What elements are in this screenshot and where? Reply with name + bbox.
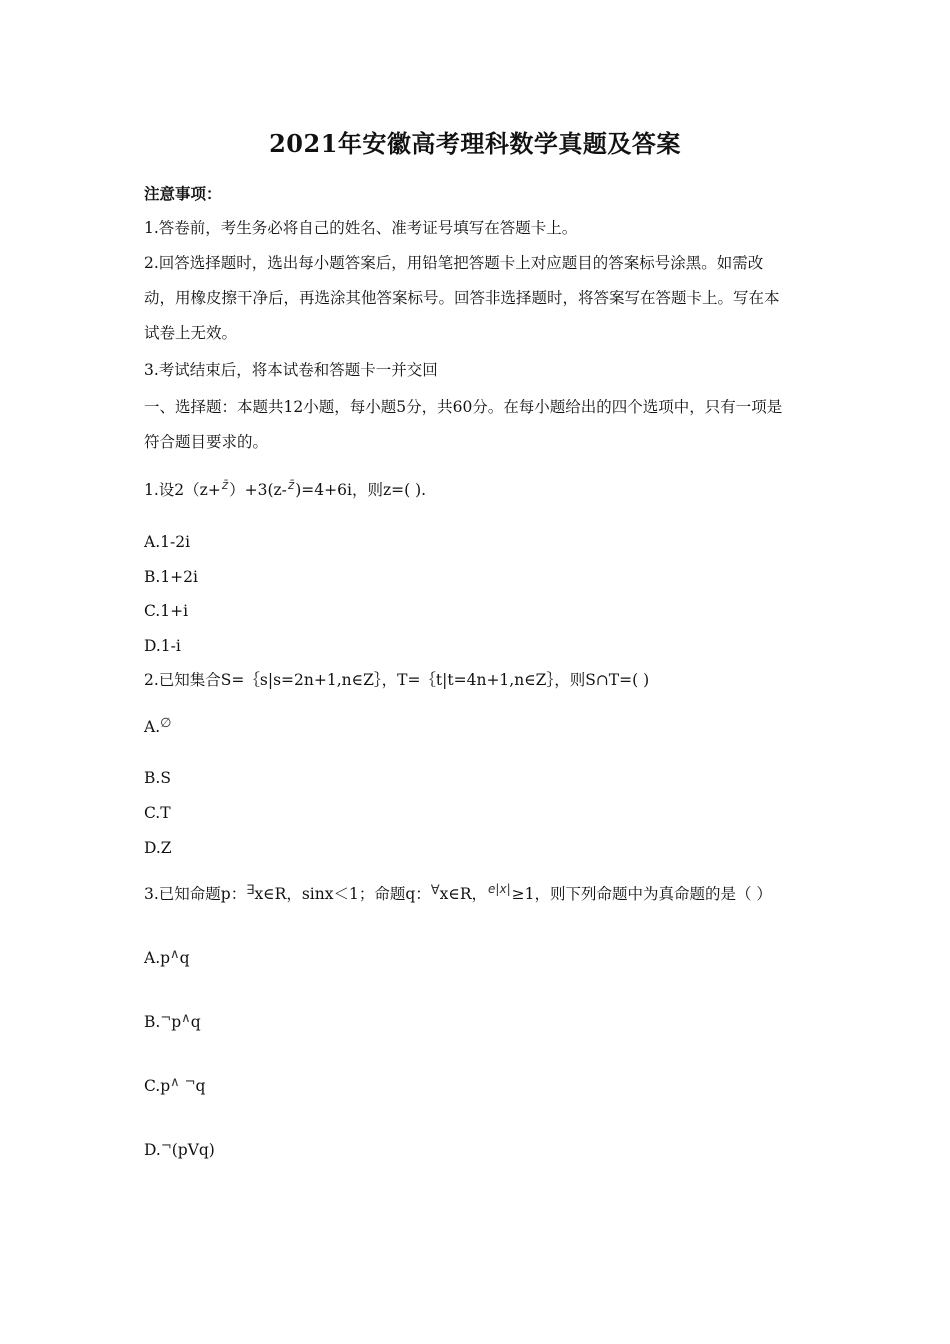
q3-option-a-left: A.p [144,949,171,967]
notice-item-2-line3: 试卷上无效。 [144,324,238,342]
notice-item-2-line2: 动，用橡皮擦干净后，再选涂其他答案标号。回答非选择题时，将答案写在答题卡上。写在本 [144,289,780,307]
q2-option-b: B.S [144,769,171,787]
q3-option-c-q: q [195,1077,206,1095]
notice-item-1: 1.答卷前，考生务必将自己的姓名、准考证号填写在答题卡上。 [144,219,578,237]
q2-option-a [144,717,171,739]
q1-option-b: B.1+2i [144,568,198,586]
question-3-stem [144,884,772,906]
notice-item-3: 3.考试结束后，将本试卷和答题卡一并交回 [144,361,438,379]
q3-option-a [144,948,190,970]
q1-option-c: C.1+i [144,602,189,620]
notice-heading: 注意事项： [144,184,222,203]
logical-and-symbol: ∧ [170,947,180,962]
forall-symbol: ∀ [430,883,440,898]
q2-option-c: C.T [144,804,171,822]
q1-stem-part-b: ）+3(z- [229,481,287,499]
conjugate-z-symbol: z̄ [221,478,229,492]
q3-option-a-right: q [179,949,190,967]
q3-stem-part-a: 3.已知命题p： [144,885,247,903]
q1-stem-part-c: )=4+6i，则z=( ). [295,481,427,499]
q3-option-c-left: C.p [144,1077,171,1095]
notice-item-2-line1: 2.回答选择题时，选出每小题答案后，用铅笔把答题卡上对应题目的答案标号涂黑。如需改 [144,254,764,272]
q3-option-b-label: B. [144,1013,161,1031]
logical-and-symbol: ∧ [181,1011,191,1026]
logical-not-symbol: ¬ [184,1075,196,1090]
empty-set-symbol: ∅ [160,716,172,731]
question-2-stem: 2.已知集合S=｛s|s=2n+1,n∈Z｝，T=｛t|t=4n+1,n∈Z｝，则S∩T=( ) [144,671,650,689]
logical-and-symbol: ∧ [170,1075,180,1090]
q3-stem-part-b: x∈R，sinx＜1；命题q： [254,885,431,903]
q3-option-b-p: p [171,1013,182,1031]
q2-option-a-label: A. [144,718,161,736]
q3-option-b-q: q [190,1013,201,1031]
section1-intro-line2: 符合题目要求的。 [144,433,269,451]
q1-stem-part-a: 1.设2（z+ [144,481,221,499]
q1-option-d: D.1-i [144,637,181,655]
q1-option-a: A.1-2i [144,533,191,551]
conjugate-z-symbol: z̄ [287,478,295,492]
exists-symbol: ∃ [246,883,255,898]
q3-stem-part-c: x∈R， [439,885,488,903]
page-title: 2021年安徽高考理科数学真题及答案 [269,129,681,158]
q3-option-d [144,1140,215,1162]
question-1-stem [144,480,426,501]
q3-option-c [144,1076,205,1098]
exponential-expression: e|x| [488,882,511,896]
logical-not-symbol: ¬ [160,1011,172,1026]
q3-stem-part-d: ≥1，则下列命题中为真命题的是（ ） [511,885,772,903]
q2-option-d: D.Z [144,839,172,857]
q3-option-b [144,1012,201,1034]
logical-not-symbol: ¬ [160,1139,172,1154]
q3-option-d-label: D. [144,1141,161,1159]
q3-option-d-expression: (pVq) [171,1141,215,1159]
section1-intro-line1: 一、选择题：本题共12小题，每小题5分，共60分。在每小题给出的四个选项中，只有一项是 [144,398,783,416]
